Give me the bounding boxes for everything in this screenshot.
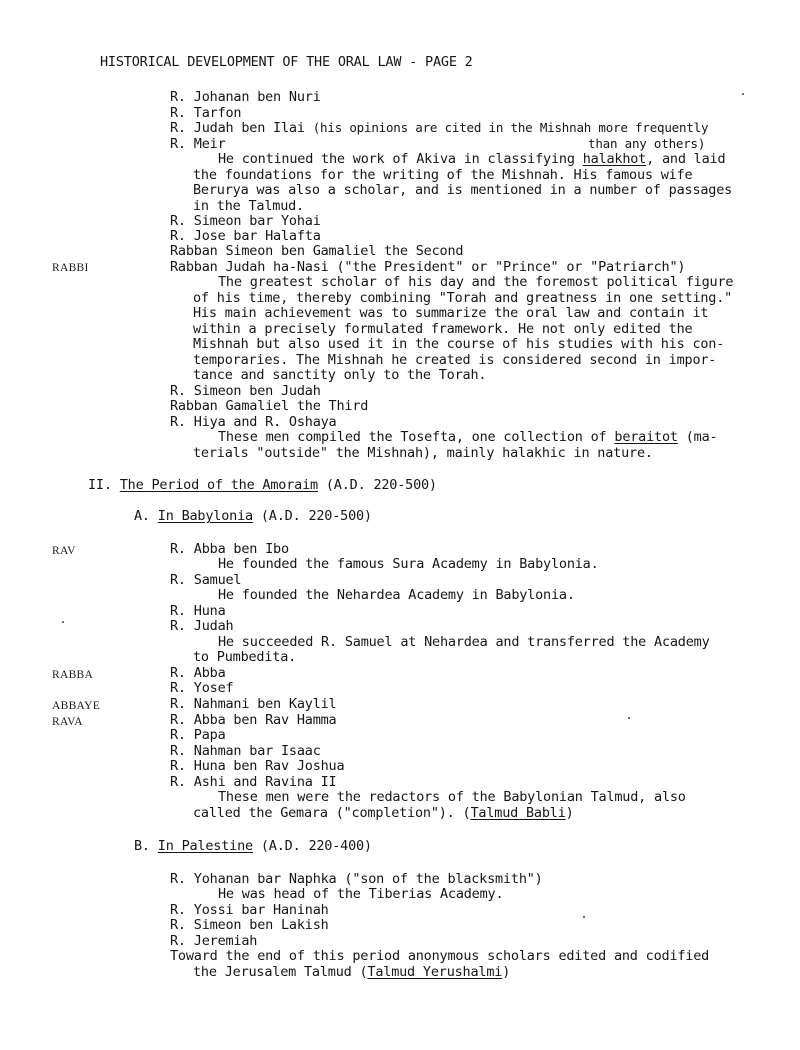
scholar-huna-ben-rav-joshua: R. Huna ben Rav Joshua: [170, 758, 345, 774]
judah-description-line: He succeeded R. Samuel at Nehardea and transferred the Academy: [218, 634, 710, 650]
ashi-description-line: [193, 805, 574, 821]
text-segment: the Jerusalem Talmud (: [193, 964, 368, 980]
scholar-note: (his opinions are cited in the Mishnah more frequently: [312, 120, 709, 135]
margin-label-rabbi: RABBI: [52, 262, 89, 274]
subsection-heading-palestine: [134, 838, 372, 854]
text-segment: (ma-: [677, 429, 718, 445]
scholar-abba-ben-ibo: R. Abba ben Ibo: [170, 541, 289, 557]
judah-description-line: The greatest scholar of his day and the foremost political figure: [218, 274, 734, 290]
yohanan-description: He was head of the Tiberias Academy.: [218, 886, 504, 902]
scan-speck: [742, 93, 744, 95]
judah-description-line: temporaries. The Mishnah he created is considered second in impor-: [193, 352, 717, 368]
text-segment: , and laid: [646, 151, 726, 167]
section-heading-amoraim: [88, 477, 437, 493]
scholar-note-end: than any others): [588, 136, 706, 151]
section-numeral: II.: [88, 477, 112, 493]
scholar-yosef: R. Yosef: [170, 680, 234, 696]
meir-description-line: [218, 151, 725, 167]
scholar-simeon-ben-lakish: R. Simeon ben Lakish: [170, 917, 329, 933]
hiya-description-line: terials "outside" the Mishnah), mainly halakhic in nature.: [193, 445, 653, 461]
scholar-gamaliel-third: Rabban Gamaliel the Third: [170, 398, 369, 414]
margin-label-rava: RAVA: [52, 716, 83, 728]
text-segment: ): [502, 964, 511, 980]
term-halakhot: halakhot: [582, 151, 647, 167]
subsection-letter: A.: [134, 508, 150, 524]
judah-description-line: within a precisely formulated framework. He not only edited the: [193, 321, 693, 337]
scholar-simeon-ben-judah: R. Simeon ben Judah: [170, 383, 321, 399]
judah-description-line: Mishnah but also used it in the course of his studies with his con-: [193, 336, 725, 352]
closing-paragraph-line: [193, 964, 510, 980]
scholar-abba: R. Abba: [170, 665, 226, 681]
scholar-simeon-bar-yohai: R. Simeon bar Yohai: [170, 213, 321, 229]
scholar-ashi-ravina: R. Ashi and Ravina II: [170, 774, 337, 790]
scholar-johanan-ben-nuri: R. Johanan ben Nuri: [170, 89, 321, 105]
judah-description-line: His main achievement was to summarize the oral law and contain it: [193, 305, 709, 321]
scholar-gamaliel-second: Rabban Simeon ben Gamaliel the Second: [170, 243, 464, 259]
text-segment: These men compiled the Tosefta, one collection of: [218, 429, 615, 445]
scholar-name: R. Judah ben Ilai: [170, 120, 305, 136]
scholar-huna: R. Huna: [170, 603, 226, 619]
text-segment: called the Gemara ("completion"). (: [193, 805, 471, 821]
scholar-nahmani-ben-kaylil: R. Nahmani ben Kaylil: [170, 696, 337, 712]
subsection-letter: B.: [134, 838, 150, 854]
text-segment: He continued the work of Akiva in classifying: [218, 151, 583, 167]
hiya-description-line: [218, 429, 717, 445]
scholar-samuel: R. Samuel: [170, 572, 242, 588]
meir-description-line: in the Talmud.: [193, 198, 304, 214]
scholar-judah-ben-ilai: [170, 120, 708, 136]
term-beraitot: beraitot: [614, 429, 678, 445]
subsection-title: In Babylonia: [157, 508, 253, 524]
closing-paragraph-line: Toward the end of this period anonymous scholars edited and codified: [170, 948, 710, 964]
scholar-jose-bar-halafta: R. Jose bar Halafta: [170, 228, 321, 244]
scholar-abba-ben-rav-hamma: R. Abba ben Rav Hamma: [170, 712, 337, 728]
scholar-meir: R. Meir: [170, 136, 226, 152]
judah-description-line: to Pumbedita.: [193, 649, 297, 665]
meir-description-line: Berurya was also a scholar, and is mentioned in a number of passages: [193, 182, 733, 198]
scan-speck: [62, 621, 64, 623]
section-dates: (A.D. 220-500): [325, 477, 437, 493]
scholar-yossi-bar-haninah: R. Yossi bar Haninah: [170, 902, 329, 918]
section-title: The Period of the Amoraim: [119, 477, 318, 493]
samuel-description: He founded the Nehardea Academy in Babylonia.: [218, 587, 575, 603]
subsection-heading-babylonia: [134, 508, 372, 524]
scholar-papa: R. Papa: [170, 727, 226, 743]
meir-description-line: the foundations for the writing of the Mishnah. His famous wife: [193, 167, 693, 183]
subsection-title: In Palestine: [157, 838, 253, 854]
abba-ibo-description: He founded the famous Sura Academy in Babylonia.: [218, 556, 599, 572]
scholar-jeremiah: R. Jeremiah: [170, 933, 258, 949]
text-segment: ): [565, 805, 574, 821]
scholar-judah: R. Judah: [170, 618, 234, 634]
margin-label-rav: RAV: [52, 545, 76, 557]
ashi-description-line: These men were the redactors of the Babylonian Talmud, also: [218, 789, 686, 805]
scholar-hiya-oshaya: R. Hiya and R. Oshaya: [170, 414, 337, 430]
subsection-dates: (A.D. 220-500): [260, 508, 372, 524]
scan-speck: [628, 717, 630, 719]
term-talmud-babli: Talmud Babli: [470, 805, 566, 821]
subsection-dates: (A.D. 220-400): [260, 838, 372, 854]
scan-speck: [583, 916, 585, 918]
margin-label-abbaye: ABBAYE: [52, 700, 101, 712]
margin-label-rabba: RABBA: [52, 669, 94, 681]
scholar-judah-ha-nasi: Rabban Judah ha-Nasi ("the President" or "Prince" or "Patriarch"): [170, 259, 686, 275]
judah-description-line: tance and sanctity only to the Torah.: [193, 367, 487, 383]
scholar-tarfon: R. Tarfon: [170, 105, 242, 121]
scholar-yohanan-bar-naphka: R. Yohanan bar Naphka ("son of the blacksmith"): [170, 871, 543, 887]
judah-description-line: of his time, thereby combining "Torah and greatness in one setting.": [193, 290, 733, 306]
term-talmud-yerushalmi: Talmud Yerushalmi: [367, 964, 503, 980]
page-header: HISTORICAL DEVELOPMENT OF THE ORAL LAW - PAGE 2: [100, 54, 473, 70]
scholar-nahman-bar-isaac: R. Nahman bar Isaac: [170, 743, 321, 759]
